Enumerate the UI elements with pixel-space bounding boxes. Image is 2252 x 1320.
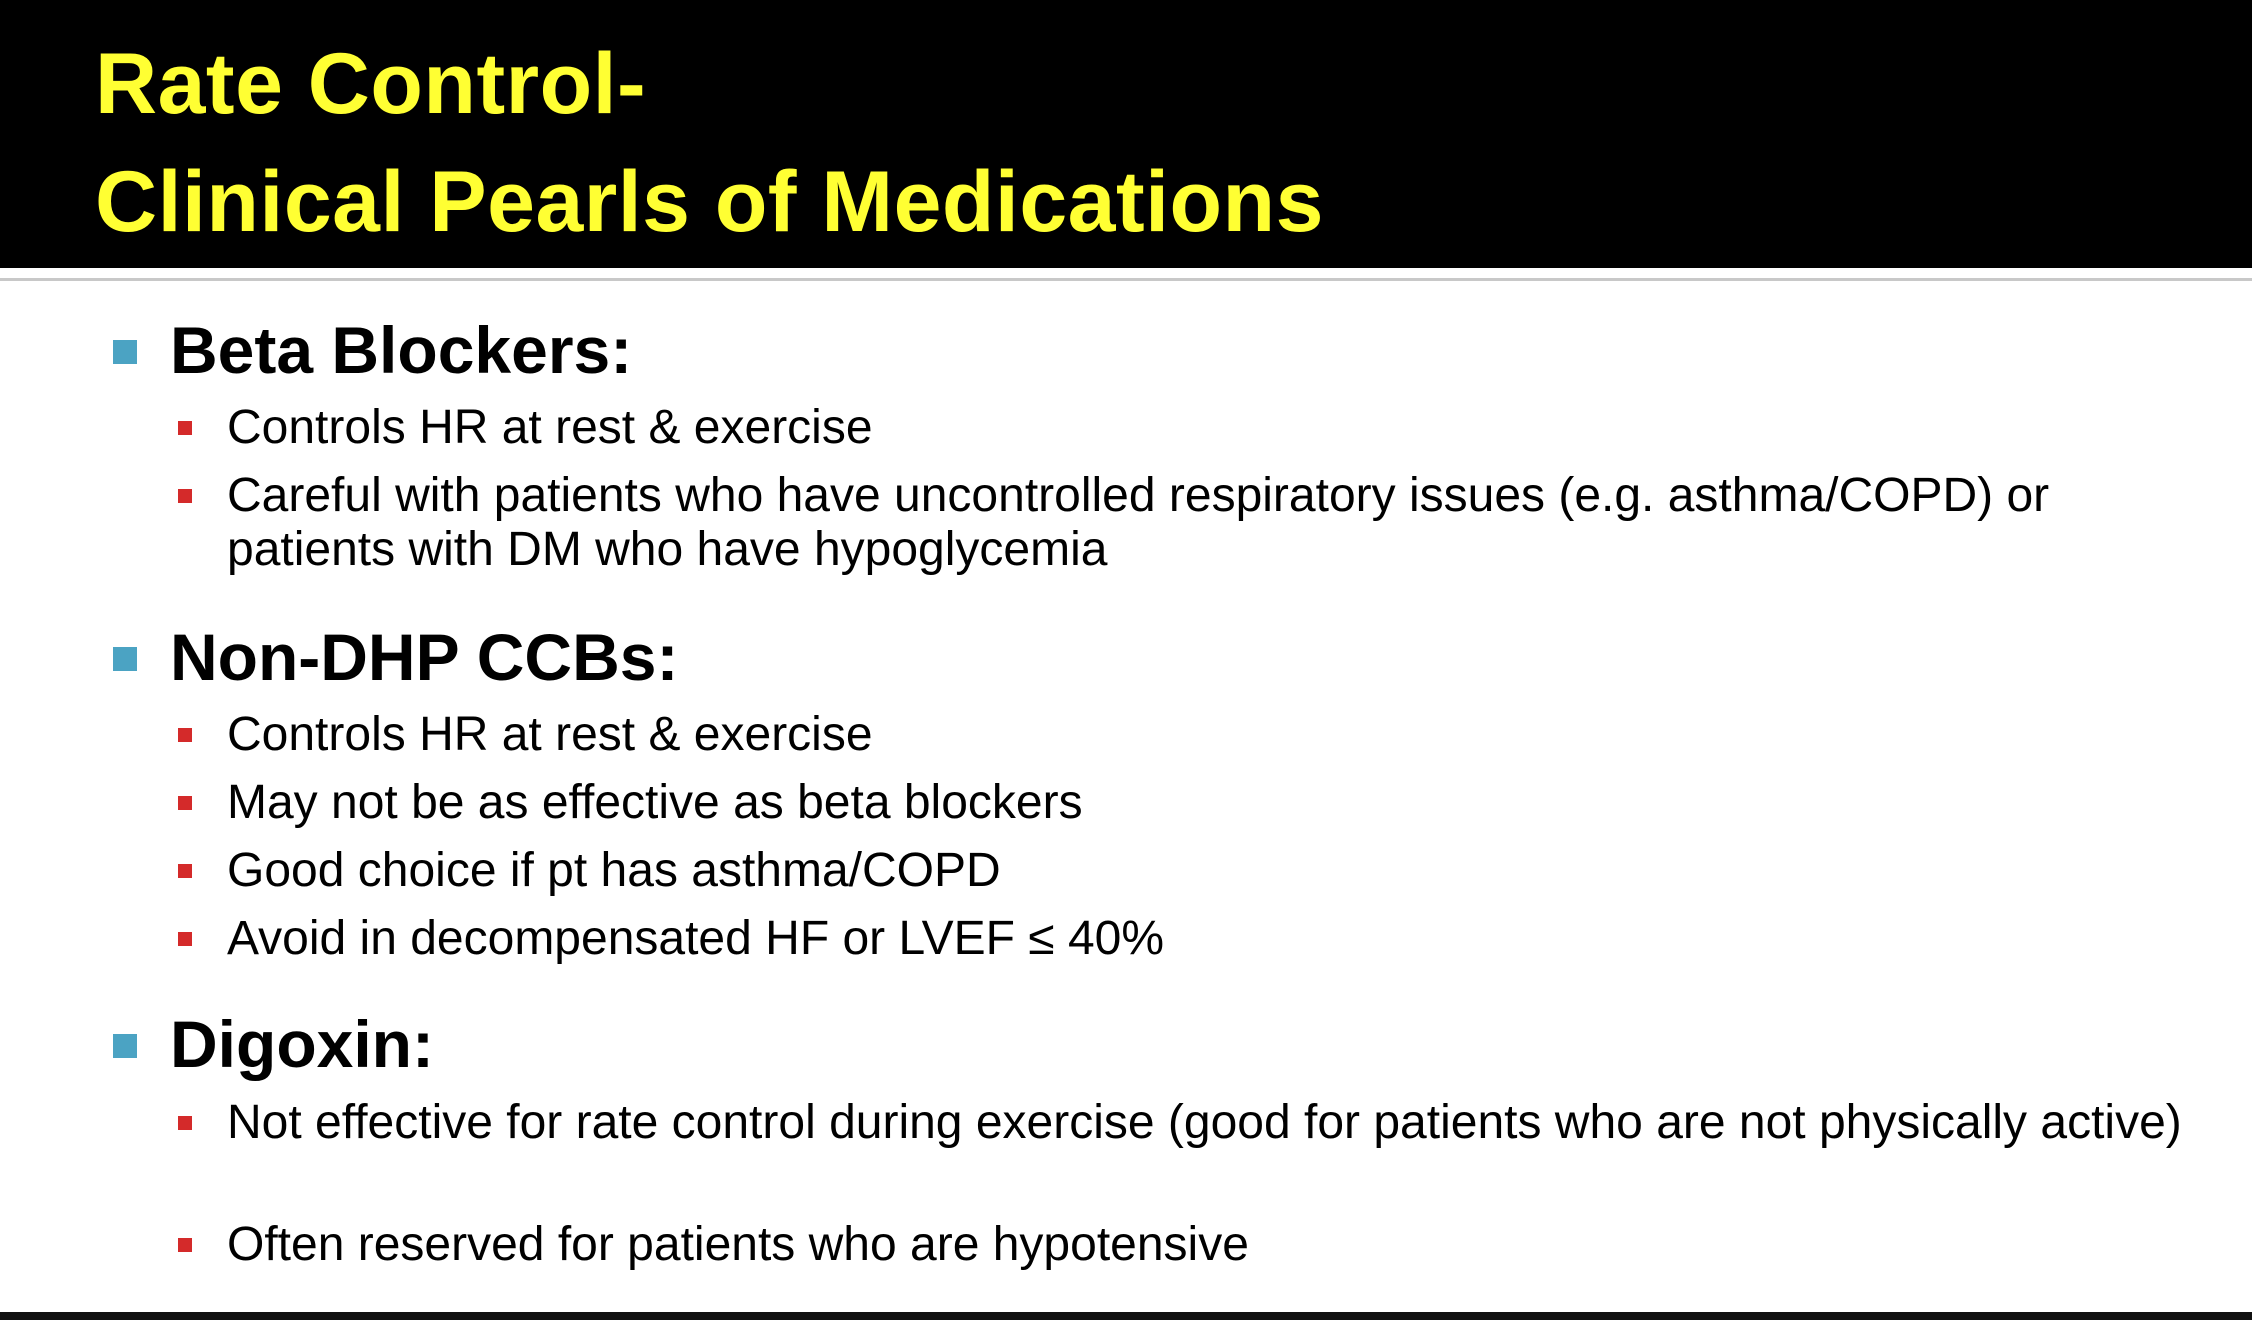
bullet-item: Often reserved for patients who are hypotensive <box>227 1218 1249 1271</box>
section-heading-non-dhp-ccbs: Non-DHP CCBs: <box>170 620 679 694</box>
bullet-marker <box>178 1238 192 1252</box>
bullet-item: Careful with patients who have uncontrolled respiratory issues (e.g. asthma/COPD) or patients with DM who have hypoglycemia <box>227 469 2050 576</box>
bullet-item: Controls HR at rest & exercise <box>227 401 873 454</box>
bullet-item: Good choice if pt has asthma/COPD <box>227 844 1001 897</box>
section-marker-beta-blockers <box>113 340 137 364</box>
section-marker-non-dhp-ccbs <box>113 647 137 671</box>
bullet-marker <box>178 864 192 878</box>
bullet-marker <box>178 1116 192 1130</box>
bullet-item: Avoid in decompensated HF or LVEF ≤ 40% <box>227 912 1165 965</box>
bullet-marker <box>178 796 192 810</box>
slide-title-line-1: Rate Control- <box>95 36 647 132</box>
section-heading-digoxin: Digoxin: <box>170 1007 434 1081</box>
bullet-item: Not effective for rate control during exercise (good for patients who are not physically active) <box>227 1096 2182 1149</box>
slide-title-line-2: Clinical Pearls of Medications <box>95 154 1324 250</box>
bullet-marker <box>178 728 192 742</box>
section-heading-beta-blockers: Beta Blockers: <box>170 313 633 387</box>
bullet-item: May not be as effective as beta blockers <box>227 776 1083 829</box>
bottom-border <box>0 1312 2252 1320</box>
bullet-marker <box>178 489 192 503</box>
bullet-marker <box>178 932 192 946</box>
section-marker-digoxin <box>113 1034 137 1058</box>
bullet-marker <box>178 421 192 435</box>
bullet-item: Controls HR at rest & exercise <box>227 708 873 761</box>
